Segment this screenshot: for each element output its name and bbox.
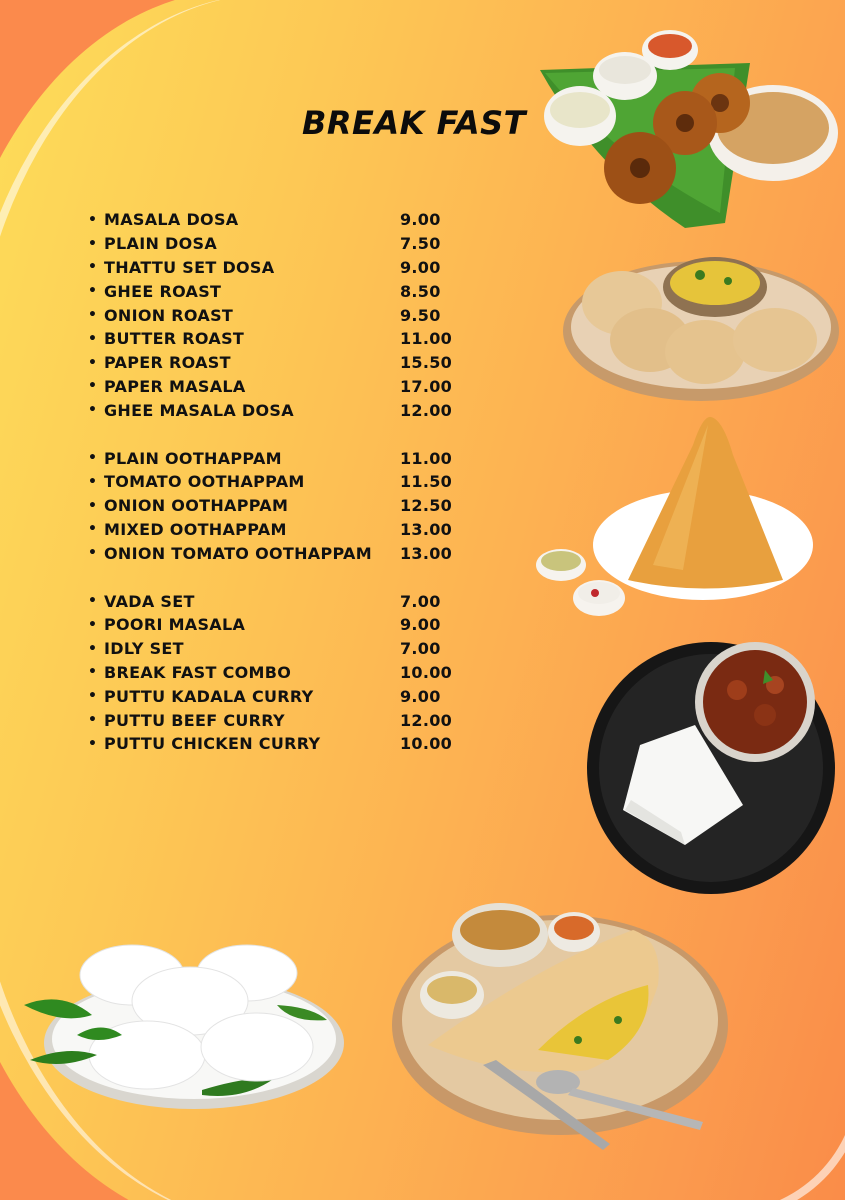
menu-item-price: 9.50 — [400, 305, 441, 325]
menu-item-price: 9.00 — [400, 615, 441, 635]
menu-item-price: 12.50 — [400, 496, 453, 516]
menu-item — [88, 208, 468, 232]
menu-item-price: 9.00 — [400, 210, 441, 230]
menu-item-name: PAPER ROAST — [104, 353, 231, 373]
menu-item-price: 17.00 — [400, 376, 453, 396]
menu-item-name: PUTTU CHICKEN CURRY — [104, 734, 321, 754]
menu-item-price: 10.00 — [400, 734, 453, 754]
bullet-icon: • — [88, 307, 98, 324]
menu-item-price: 12.00 — [400, 400, 453, 420]
menu-item-price: 15.50 — [400, 353, 453, 373]
bullet-icon: • — [88, 688, 98, 705]
menu-item-price: 13.00 — [400, 519, 453, 539]
menu-item-name: IDLY SET — [104, 639, 184, 659]
menu-item-price: 7.00 — [400, 639, 441, 659]
menu-item-name: ONION TOMATO OOTHAPPAM — [104, 543, 372, 563]
bullet-icon: • — [88, 640, 98, 657]
bullet-icon: • — [88, 450, 98, 467]
section-gap — [88, 422, 468, 446]
bullet-icon: • — [88, 235, 98, 252]
menu-item — [88, 732, 468, 756]
menu-item-name: PLAIN DOSA — [104, 234, 218, 254]
menu-item — [88, 470, 468, 494]
menu-item-price: 11.00 — [400, 329, 453, 349]
menu-item — [88, 327, 468, 351]
menu-item — [88, 303, 468, 327]
menu-item-price: 9.00 — [400, 257, 441, 277]
bullet-icon: • — [88, 473, 98, 490]
bullet-icon: • — [88, 712, 98, 729]
puttu-curry-image — [585, 640, 837, 896]
menu-item-name: MASALA DOSA — [104, 210, 239, 230]
menu-item-name: VADA SET — [104, 591, 195, 611]
bullet-icon: • — [88, 402, 98, 419]
menu-item-name: PUTTU KADALA CURRY — [104, 686, 314, 706]
masala-dosa-image — [388, 900, 733, 1160]
bullet-icon: • — [88, 593, 98, 610]
menu-item — [88, 518, 468, 542]
menu-item — [88, 446, 468, 470]
bullet-icon: • — [88, 211, 98, 228]
menu-item-name: ONION OOTHAPPAM — [104, 496, 289, 516]
menu-item-name: ONION ROAST — [104, 305, 234, 325]
menu-item-name: GHEE MASALA DOSA — [104, 400, 294, 420]
bullet-icon: • — [88, 283, 98, 300]
menu-item-name: BUTTER ROAST — [104, 329, 245, 349]
menu-item-price: 9.00 — [400, 686, 441, 706]
menu-item-price: 7.00 — [400, 591, 441, 611]
menu-item — [88, 637, 468, 661]
menu-item-price: 7.50 — [400, 234, 441, 254]
bullet-icon: • — [88, 259, 98, 276]
menu-item-price: 11.50 — [400, 472, 453, 492]
menu-item — [88, 589, 468, 613]
menu-item-price: 8.50 — [400, 281, 441, 301]
menu-item — [88, 708, 468, 732]
bullet-icon: • — [88, 497, 98, 514]
menu-item — [88, 375, 468, 399]
idly-plate-image — [22, 935, 347, 1113]
menu-item-name: GHEE ROAST — [104, 281, 222, 301]
menu-item-name: PAPER MASALA — [104, 376, 246, 396]
poori-masala-image — [560, 255, 842, 403]
menu-item-name: TOMATO OOTHAPPAM — [104, 472, 305, 492]
bullet-icon: • — [88, 664, 98, 681]
menu-item-price: 11.00 — [400, 448, 453, 468]
menu-item-name: PLAIN OOTHAPPAM — [104, 448, 282, 468]
paper-dosa-image — [533, 415, 818, 630]
menu-item-price: 13.00 — [400, 543, 453, 563]
bullet-icon: • — [88, 521, 98, 538]
white-swoosh-corner — [717, 952, 845, 1200]
bullet-icon: • — [88, 354, 98, 371]
menu-item-name: BREAK FAST COMBO — [104, 662, 292, 682]
menu-title: BREAK FAST — [302, 104, 526, 142]
menu-item-name: POORI MASALA — [104, 615, 246, 635]
bullet-icon: • — [88, 616, 98, 633]
menu-item — [88, 494, 468, 518]
bullet-icon: • — [88, 735, 98, 752]
section-gap — [88, 565, 468, 589]
menu-item — [88, 279, 468, 303]
menu-item-name: THATTU SET DOSA — [104, 257, 275, 277]
menu-item — [88, 398, 468, 422]
menu-item — [88, 351, 468, 375]
menu-item-price: 12.00 — [400, 710, 453, 730]
menu-item — [88, 613, 468, 637]
menu-item — [88, 541, 468, 565]
menu-list — [88, 208, 468, 756]
menu-item-name: MIXED OOTHAPPAM — [104, 519, 287, 539]
menu-item — [88, 232, 468, 256]
menu-item — [88, 684, 468, 708]
menu-item — [88, 661, 468, 685]
vada-plate-image — [535, 18, 845, 233]
menu-item — [88, 256, 468, 280]
bullet-icon: • — [88, 545, 98, 562]
bullet-icon: • — [88, 378, 98, 395]
menu-item-price: 10.00 — [400, 662, 453, 682]
bullet-icon: • — [88, 330, 98, 347]
menu-item-name: PUTTU BEEF CURRY — [104, 710, 285, 730]
